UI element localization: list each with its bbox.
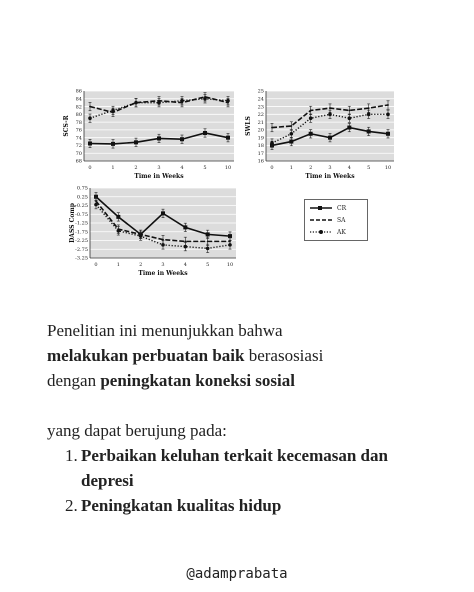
data-point-sa — [207, 240, 209, 242]
data-point-cr — [289, 140, 293, 144]
plot-area — [266, 91, 394, 161]
data-point-cr — [309, 132, 313, 136]
data-point-ak — [348, 116, 352, 120]
x-tick-label: 0 — [88, 165, 92, 171]
list-text: Perbaikan keluhan terkait kecemasan dan depresi — [81, 446, 388, 490]
legend-swatch-cr — [309, 204, 333, 212]
y-tick-label: 21 — [257, 119, 264, 126]
text-line-3-start: dengan — [47, 371, 101, 390]
legend-item-ak — [309, 227, 346, 237]
data-point-ak — [111, 109, 115, 113]
text-line-2-rest: berasosiasi — [244, 346, 324, 365]
list-number: 2. — [65, 496, 78, 515]
data-point-ak — [328, 113, 332, 117]
y-tick-label: 70 — [75, 150, 82, 157]
legend-swatch-ak — [309, 228, 333, 236]
legend-item-cr — [309, 203, 346, 213]
data-point-cr — [328, 136, 332, 140]
text-line-1: Penelitian ini menunjukkan bahwa — [47, 321, 283, 340]
data-point-cr — [116, 215, 120, 219]
text-line-3 — [47, 368, 457, 393]
author-handle: @adamprabata — [186, 566, 288, 582]
text-line-2 — [47, 343, 457, 368]
body-text — [47, 318, 457, 518]
y-tick-label: 0.75 — [76, 185, 88, 192]
y-tick-label: 82 — [75, 104, 82, 111]
data-point-cr — [180, 137, 184, 141]
data-point-ak — [367, 113, 371, 117]
data-point-ak — [117, 229, 121, 233]
data-point-ak — [228, 243, 232, 247]
x-tick-label: 1 — [289, 165, 293, 171]
text-line-3-bold: peningkatan koneksi sosial — [100, 371, 295, 390]
y-tick-label: -1.75 — [75, 229, 88, 236]
y-tick-label: -1.25 — [75, 220, 88, 227]
legend-swatch-sa — [309, 216, 333, 224]
y-tick-label: 22 — [257, 112, 264, 119]
x-tick-label: 1 — [111, 165, 115, 171]
data-point-sa — [89, 106, 91, 108]
y-axis-title: SCS-R — [63, 115, 70, 137]
y-tick-label: 78 — [75, 119, 82, 126]
list-item — [47, 493, 457, 518]
data-point-sa — [348, 110, 350, 112]
data-point-ak — [203, 97, 207, 101]
y-tick-label: 84 — [75, 96, 82, 103]
y-tick-label: 19 — [257, 135, 264, 142]
x-tick-label: 2 — [139, 262, 143, 268]
data-point-sa — [310, 110, 312, 112]
text-line-2-bold: melakukan perbuatan baik — [47, 346, 245, 365]
y-tick-label: -0.25 — [75, 203, 88, 210]
y-tick-label: 80 — [75, 112, 82, 119]
y-tick-label: 16 — [257, 158, 264, 165]
legend-item-sa — [309, 215, 345, 225]
y-axis-title: DASS Comp — [69, 203, 76, 243]
x-tick-label: 10 — [384, 165, 392, 171]
y-tick-label: 24 — [257, 96, 264, 103]
data-point-ak — [290, 132, 294, 136]
x-tick-label: 5 — [203, 165, 207, 171]
y-tick-label: 17 — [257, 150, 264, 157]
data-point-sa — [184, 240, 186, 242]
data-point-sa — [368, 107, 370, 109]
y-tick-label: -0.75 — [75, 211, 88, 218]
data-point-ak — [134, 101, 138, 105]
x-tick-label: 3 — [161, 262, 165, 268]
data-point-cr — [183, 225, 187, 229]
data-point-ak — [309, 116, 313, 120]
data-point-ak — [180, 99, 184, 103]
x-axis-title: Time in Weeks — [305, 173, 355, 180]
chart-dass-comp — [62, 184, 242, 284]
x-tick-label: 5 — [206, 262, 210, 268]
y-tick-label: 68 — [75, 158, 82, 165]
x-tick-label: 4 — [183, 262, 187, 268]
y-tick-label: 76 — [75, 127, 82, 134]
y-tick-label: 86 — [75, 88, 82, 95]
list-item — [47, 443, 457, 493]
x-tick-label: 2 — [134, 165, 138, 171]
data-point-cr — [386, 132, 390, 136]
x-tick-label: 4 — [347, 165, 351, 171]
data-point-ak — [226, 99, 230, 103]
data-point-sa — [162, 239, 164, 241]
chart-swls — [242, 85, 402, 185]
data-point-cr — [157, 136, 161, 140]
y-tick-label: 0.25 — [76, 194, 88, 201]
x-tick-label: 3 — [328, 165, 332, 171]
chart-dass-comp-svg — [62, 184, 242, 284]
x-tick-label: 3 — [157, 165, 161, 171]
x-tick-label: 5 — [367, 165, 371, 171]
y-axis-title: SWLS — [245, 116, 252, 136]
chart-legend — [304, 199, 368, 241]
data-point-cr — [161, 211, 165, 215]
x-axis-title: Time in Weeks — [138, 270, 188, 277]
y-tick-label: 20 — [257, 127, 264, 134]
data-point-cr — [88, 142, 92, 146]
data-point-ak — [139, 234, 143, 238]
chart-scs-r-svg — [62, 85, 242, 185]
data-point-sa — [271, 127, 273, 129]
data-point-ak — [88, 116, 92, 120]
y-tick-label: 23 — [257, 104, 264, 111]
x-tick-label: 2 — [309, 165, 313, 171]
text-line-4: yang dapat berujung pada: — [47, 421, 227, 440]
legend-label-cr: CR — [337, 204, 347, 212]
y-tick-label: 18 — [257, 143, 264, 150]
x-tick-label: 0 — [94, 262, 98, 268]
data-point-ak — [94, 203, 98, 207]
y-tick-label: -2.25 — [75, 238, 88, 245]
data-point-sa — [290, 125, 292, 127]
legend-label-sa: SA — [337, 216, 346, 224]
data-point-cr — [203, 131, 207, 135]
x-tick-label: 1 — [116, 262, 120, 268]
y-tick-label: 72 — [75, 143, 82, 150]
chart-swls-svg — [242, 85, 402, 185]
x-tick-label: 4 — [180, 165, 184, 171]
data-point-sa — [387, 104, 389, 106]
x-axis-title: Time in Weeks — [134, 173, 184, 180]
data-point-ak — [270, 141, 274, 145]
data-point-cr — [347, 126, 351, 130]
y-tick-label: -2.75 — [75, 246, 88, 253]
data-point-cr — [226, 136, 230, 140]
y-tick-label: 25 — [257, 88, 264, 95]
chart-scs-r — [62, 85, 242, 185]
list-text: Peningkatan kualitas hidup — [81, 496, 282, 515]
x-tick-label: 0 — [270, 165, 274, 171]
data-point-cr — [111, 142, 115, 146]
x-tick-label: 10 — [224, 165, 232, 171]
list-number: 1. — [65, 446, 78, 465]
data-point-ak — [157, 101, 161, 105]
data-point-ak — [386, 113, 390, 117]
data-point-cr — [206, 232, 210, 236]
data-point-ak — [206, 247, 210, 251]
y-tick-label: 74 — [75, 135, 82, 142]
y-tick-label: -3.25 — [75, 255, 88, 262]
data-point-cr — [134, 140, 138, 144]
data-point-ak — [184, 245, 188, 249]
data-point-cr — [367, 129, 371, 133]
x-tick-label: 10 — [226, 262, 234, 268]
legend-label-ak: AK — [337, 228, 346, 236]
data-point-sa — [329, 107, 331, 109]
data-point-ak — [161, 243, 165, 247]
